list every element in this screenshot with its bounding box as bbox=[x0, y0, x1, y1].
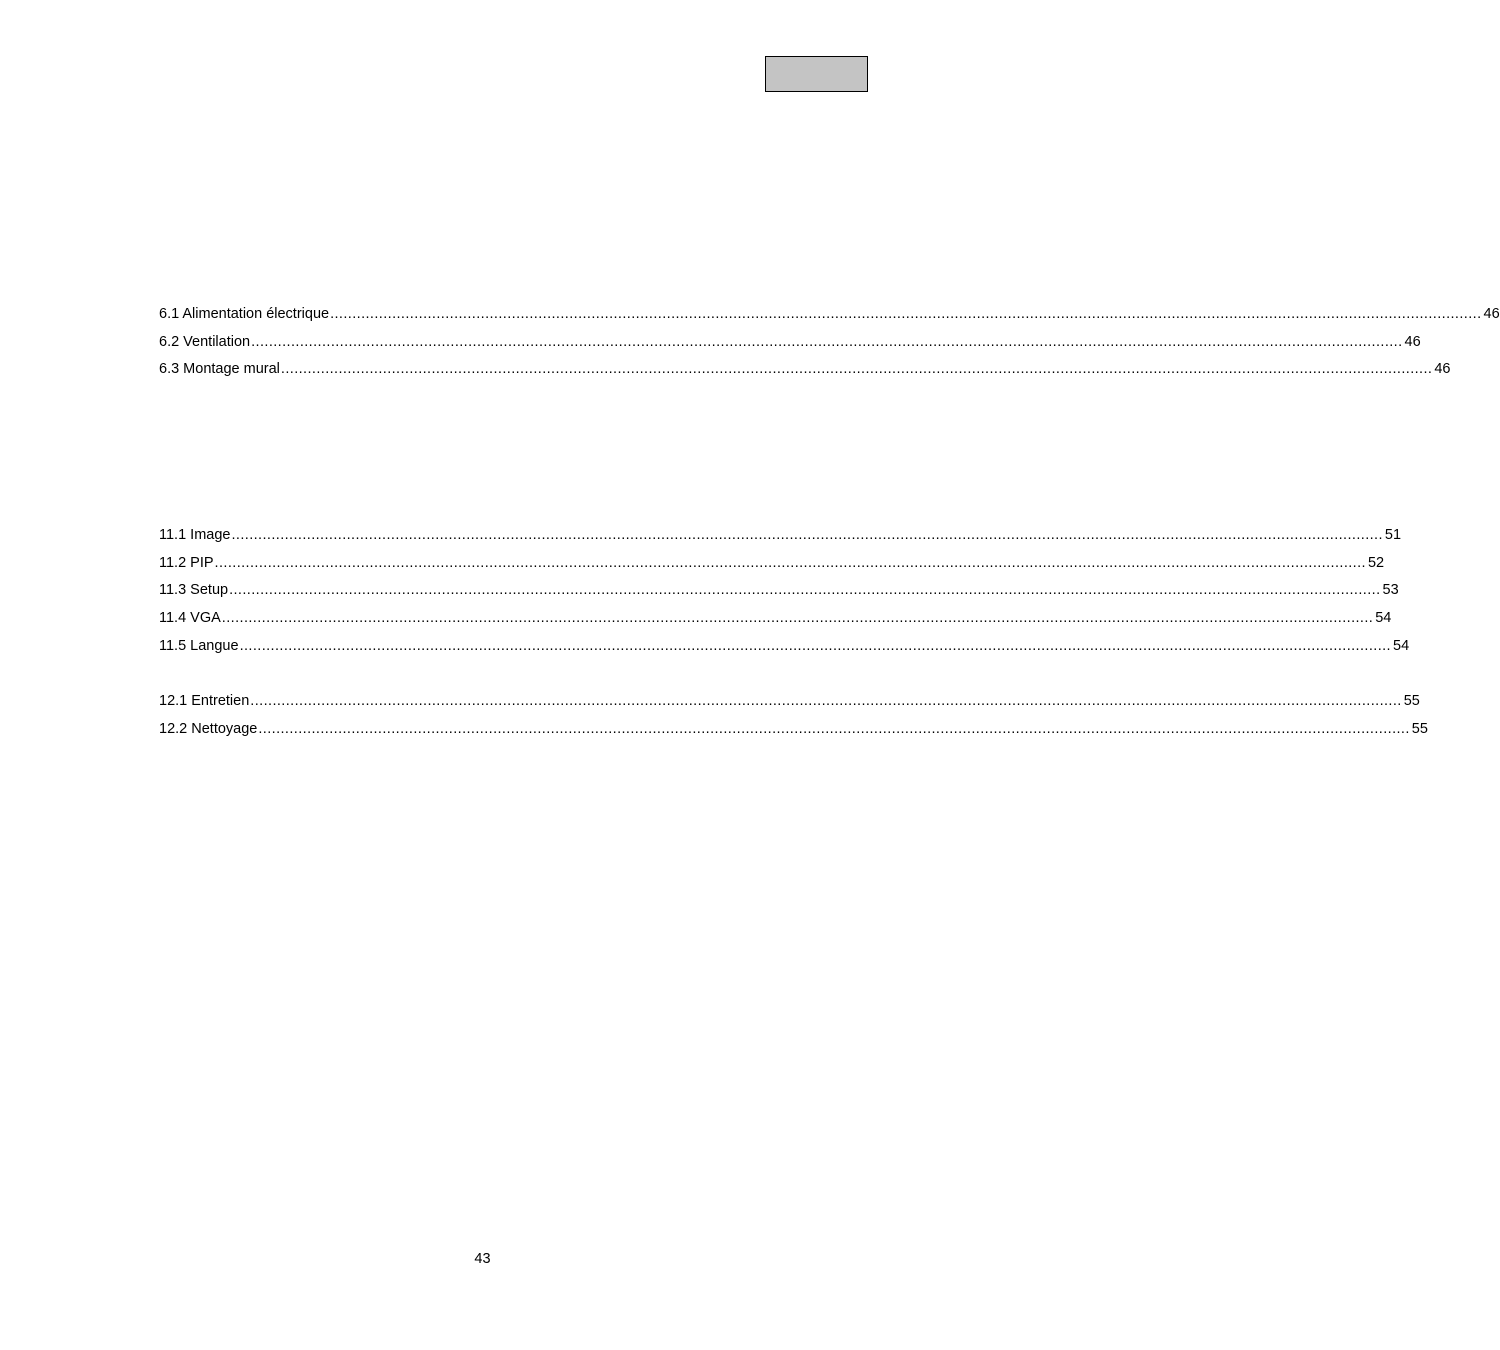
toc-entry-title: 6.1 Alimentation électrique bbox=[159, 306, 330, 322]
toc-entry[interactable] bbox=[159, 720, 1428, 749]
toc-section-12 bbox=[159, 693, 1428, 748]
toc-entry[interactable] bbox=[159, 361, 1451, 389]
toc-entry-page: 46 bbox=[1404, 333, 1421, 350]
page-number: 43 bbox=[474, 1251, 491, 1267]
toc-entry-page: 55 bbox=[1403, 693, 1420, 709]
toc-entry-page: 52 bbox=[1367, 554, 1385, 571]
toc-entry-title: 12.1 Entretien bbox=[159, 693, 250, 709]
toc-entry-title: 12.2 Nettoyage bbox=[159, 720, 258, 737]
toc-entry-page: 53 bbox=[1382, 582, 1399, 599]
toc-entry-title: 11.1 Image bbox=[159, 527, 231, 543]
language-box bbox=[765, 56, 868, 92]
toc-entry-page: 46 bbox=[1434, 361, 1451, 378]
dot-leader: .................................................................................................................................................................................................................................................................... bbox=[214, 554, 1366, 571]
toc-entry-page: 55 bbox=[1411, 720, 1428, 737]
dot-leader: .................................................................................................................................................................................................................................................................... bbox=[231, 527, 1383, 543]
toc-entry-title: 11.5 Langue bbox=[159, 637, 239, 654]
toc-entry[interactable] bbox=[159, 306, 1500, 334]
dot-leader: .................................................................................................................................................................................................................................................................... bbox=[251, 333, 1403, 350]
toc-entry[interactable] bbox=[159, 527, 1402, 555]
dot-leader: .................................................................................................................................................................................................................................................................... bbox=[258, 720, 1410, 737]
toc-entry[interactable] bbox=[159, 333, 1421, 362]
dot-leader: .................................................................................................................................................................................................................................................................... bbox=[229, 582, 1381, 599]
dot-leader: .................................................................................................................................................................................................................................................................... bbox=[330, 306, 1482, 322]
toc-entry-page: 46 bbox=[1483, 306, 1500, 322]
toc-entry-title: 11.3 Setup bbox=[159, 582, 229, 599]
dot-leader: .................................................................................................................................................................................................................................................................... bbox=[239, 637, 1391, 654]
dot-leader: .................................................................................................................................................................................................................................................................... bbox=[221, 609, 1374, 626]
toc-entry-page: 54 bbox=[1393, 637, 1410, 654]
toc-entry-title: 11.2 PIP bbox=[159, 554, 214, 571]
toc-section-6 bbox=[159, 306, 1500, 389]
toc-entry-page: 51 bbox=[1384, 527, 1402, 543]
toc-section-11 bbox=[159, 527, 1410, 665]
toc-entry-title: 11.4 VGA bbox=[159, 609, 221, 626]
toc-entry-page: 54 bbox=[1375, 609, 1392, 626]
toc-entry-title: 6.3 Montage mural bbox=[159, 361, 280, 378]
toc-entry-title: 6.2 Ventilation bbox=[159, 333, 251, 350]
toc-entry[interactable] bbox=[159, 554, 1385, 583]
toc-entry[interactable] bbox=[159, 693, 1420, 721]
dot-leader: .................................................................................................................................................................................................................................................................... bbox=[250, 693, 1402, 709]
dot-leader: .................................................................................................................................................................................................................................................................... bbox=[280, 361, 1433, 378]
toc-entry[interactable] bbox=[159, 637, 1410, 666]
toc-entry[interactable] bbox=[159, 609, 1392, 638]
toc-entry[interactable] bbox=[159, 582, 1399, 610]
